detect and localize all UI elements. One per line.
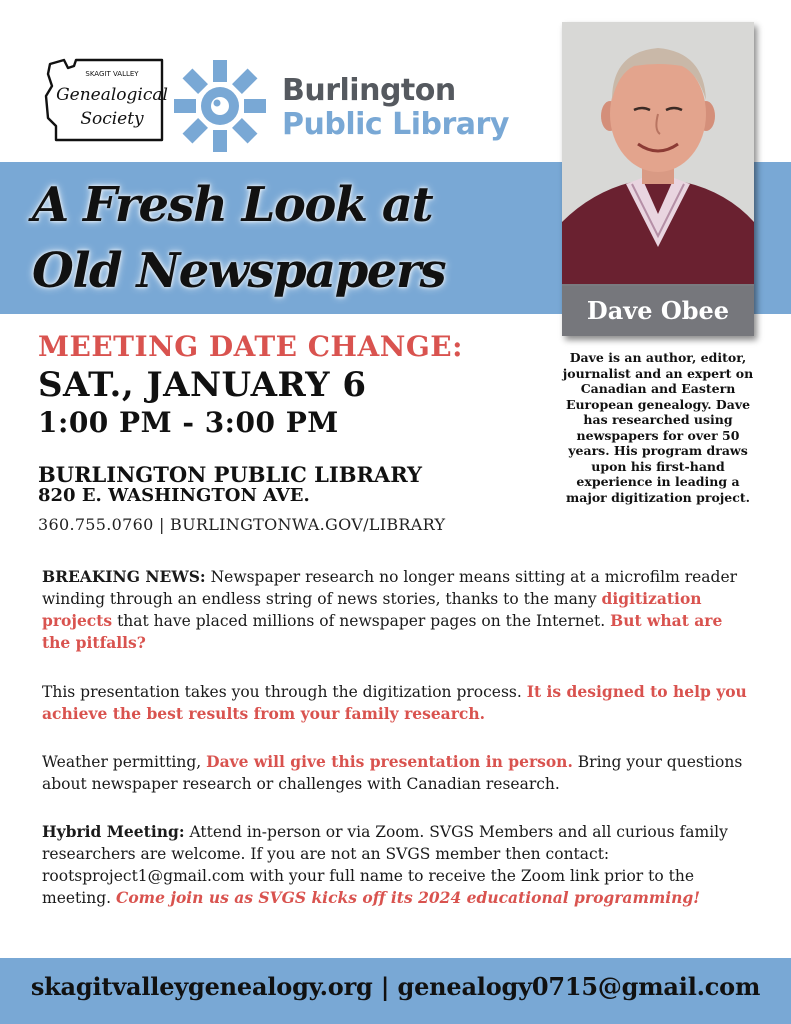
breaking-news-lead: BREAKING NEWS: [42,567,206,586]
svgs-logo-top: SKAGIT VALLEY [85,70,139,78]
weather-paragraph [42,751,754,795]
hybrid-meeting-lead: Hybrid Meeting: [42,822,185,841]
venue-name: BURLINGTON PUBLIC LIBRARY [38,462,423,487]
venue-contact: 360.755.0760 | BURLINGTONWA.GOV/LIBRARY [38,515,446,534]
venue-address: 820 E. WASHINGTON AVE. [38,485,310,506]
speaker-bio: Dave is an author, editor, journalist and an expert on Canadian and Eastern European genealogy. Dave has researched using newspapers for over 50 years. His program draws upon his first-hand experience in leading a major digitization project. [562,350,754,505]
speaker-name-caption: Dave Obee [562,286,754,336]
event-headline [32,172,552,304]
p2-highlight: It is designed to help you achieve the best results from your family research. [42,682,747,723]
headline-line1: A Fresh Look at [32,177,433,233]
meeting-date: SAT., JANUARY 6 [38,365,367,405]
date-change-notice: MEETING DATE CHANGE: [38,330,463,363]
meeting-time: 1:00 PM - 3:00 PM [38,406,339,439]
p4-highlight: Come join us as SVGS kicks off its 2024 educational programming! [116,888,701,907]
headline-line2: Old Newspapers [32,243,446,299]
library-wordmark [282,74,509,142]
library-name-line1: Burlington [282,73,456,108]
p1-text-a: Newspaper research no longer means sitting at a microfilm reader winding through an endless string of news stories, thanks to the many [42,568,738,608]
svgs-logo-line2: Society [80,109,144,129]
library-name-line2: Public Library [282,107,509,142]
speaker-photo [562,22,754,336]
speaker-portrait-image [562,22,754,284]
p3-text-a: Weather permitting, [42,753,207,771]
p3-text-b: Bring your questions about newspaper research or challenges with Canadian research. [42,753,743,793]
hybrid-meeting-paragraph [42,821,754,909]
footer-contact: skagitvalleygenealogy.org | genealogy0715@gmail.com [30,972,761,1001]
p2-text-a: This presentation takes you through the digitization process. [42,683,527,701]
p4-text-a: Attend in-person or via Zoom. SVGS Members and all curious family researchers are welcome. If you are not an SVGS member then contact: rootsproject1@gmail.com with your full name to receive the Zoom link prior to the meeting. [42,823,728,907]
svgs-logo [42,56,168,142]
p3-highlight: Dave will give this presentation in person. [206,752,573,771]
p1-highlight-digitization: digitization projects [42,589,702,630]
p1-highlight-pitfalls: But what are the pitfalls? [42,611,723,652]
svgs-logo-line1: Genealogical [56,85,168,105]
presentation-paragraph [42,681,754,725]
p1-text-b: that have placed millions of newspaper pages on the Internet. [112,612,611,630]
library-emblem-icon [172,58,268,154]
breaking-news-paragraph [42,566,754,654]
